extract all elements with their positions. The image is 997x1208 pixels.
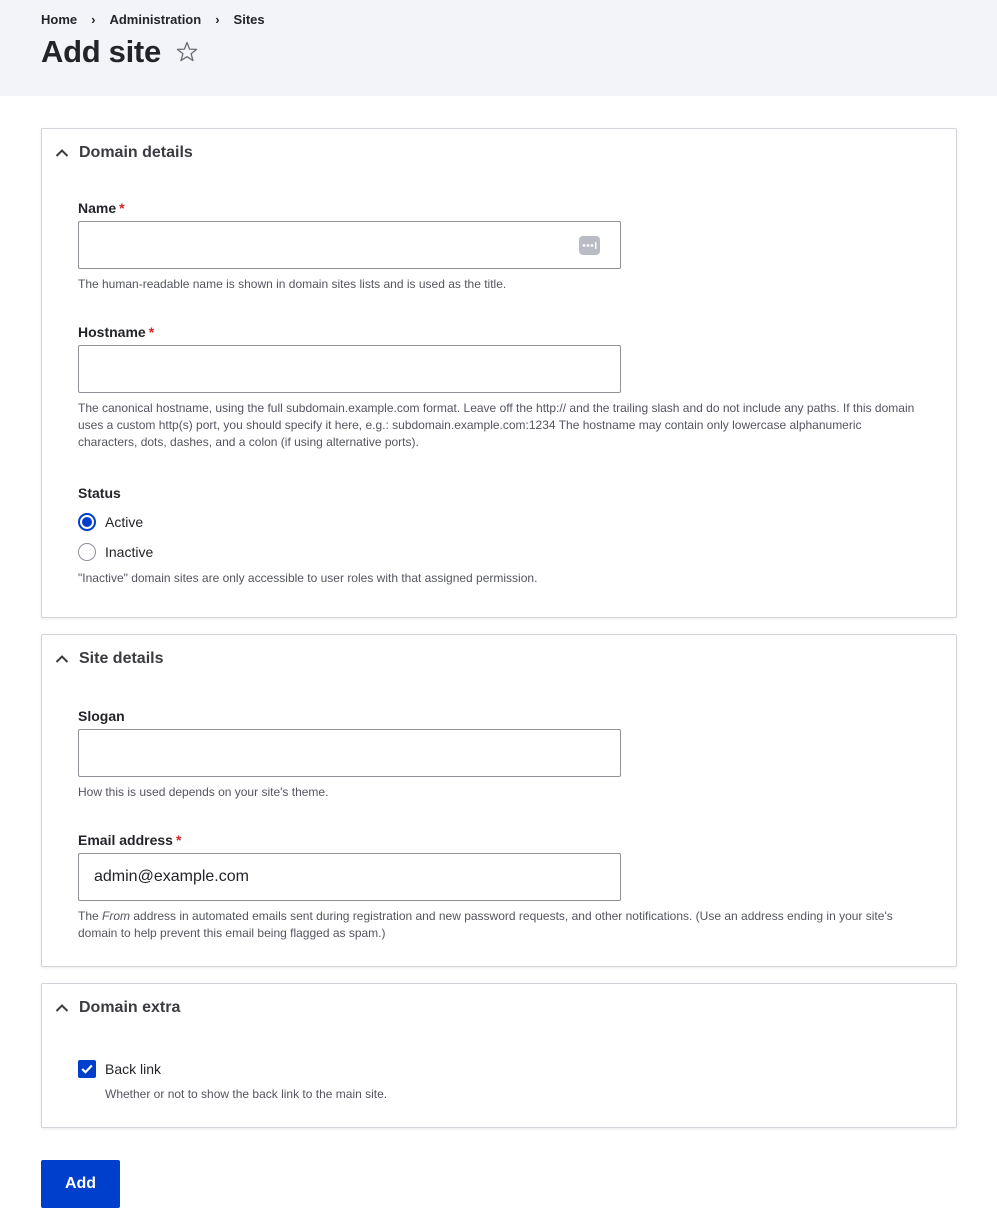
- page-title: Add site: [41, 34, 161, 69]
- email-label: Email address *: [78, 831, 182, 848]
- name-input[interactable]: [78, 221, 621, 269]
- required-marker: *: [175, 831, 182, 848]
- back-link-description: Whether or not to show the back link to the main site.: [105, 1087, 388, 1101]
- slogan-input[interactable]: [78, 729, 621, 777]
- hostname-input[interactable]: [78, 345, 621, 393]
- status-option-inactive[interactable]: Inactive: [78, 537, 920, 567]
- password-manager-icon[interactable]: [579, 236, 600, 255]
- breadcrumb: [41, 11, 956, 27]
- add-button[interactable]: Add: [41, 1160, 120, 1208]
- hostname-description: The canonical hostname, using the full subdomain.example.com format. Leave off the http:// and the trailing slash and do not include any paths. If this domain uses a custom http(s) port, you should specify it here, e.g.: subdomain.example.com:1234 The hostname may contain only lowercase alphanumeric characters, dots, dashes, and a colon (if using alternative ports).: [78, 401, 915, 449]
- main-content: [0, 96, 997, 1208]
- domain-extra-toggle[interactable]: [42, 984, 956, 1032]
- panel-title: Domain details: [79, 144, 193, 161]
- email-input[interactable]: admin@example.com: [78, 853, 621, 901]
- status-label: Status: [78, 484, 121, 501]
- domain-details-toggle[interactable]: [42, 129, 956, 177]
- slogan-label: Slogan: [78, 707, 125, 724]
- radio-inactive[interactable]: [78, 543, 96, 561]
- breadcrumb-separator: ›: [215, 11, 220, 27]
- site-details-panel: [41, 634, 957, 967]
- status-field: [78, 484, 920, 587]
- email-field: [78, 831, 920, 942]
- slogan-description: How this is used depends on your site's theme.: [78, 785, 329, 799]
- add-site-form: [41, 128, 957, 1208]
- title-row: [41, 34, 956, 70]
- panel-title: Domain extra: [79, 999, 181, 1016]
- back-link-label: Back link: [105, 1061, 162, 1077]
- name-label: Name *: [78, 199, 125, 216]
- email-description: The From address in automated emails sent during registration and new password requests, and other notifications. (Use an address ending in your site's domain to help prevent this email being flagged as spam.): [78, 909, 893, 940]
- breadcrumb-administration[interactable]: Administration: [109, 11, 202, 27]
- domain-extra-panel: [41, 983, 957, 1128]
- required-marker: *: [148, 323, 155, 340]
- status-description: "Inactive" domain sites are only accessible to user roles with that assigned permission.: [78, 571, 538, 585]
- page-header: [0, 0, 997, 96]
- hostname-label: Hostname *: [78, 323, 155, 340]
- hostname-field: [78, 323, 920, 451]
- star-icon[interactable]: [175, 40, 199, 64]
- chevron-up-icon: [54, 651, 70, 667]
- chevron-up-icon: [54, 1000, 70, 1016]
- radio-active[interactable]: [78, 513, 96, 531]
- back-link-checkbox[interactable]: [78, 1060, 96, 1078]
- domain-details-panel: [41, 128, 957, 618]
- status-option-active[interactable]: Active: [78, 507, 920, 537]
- name-description: The human-readable name is shown in domain sites lists and is used as the title.: [78, 277, 507, 291]
- name-field: [78, 199, 920, 293]
- slogan-field: [78, 707, 920, 801]
- breadcrumb-separator: ›: [91, 11, 96, 27]
- site-details-toggle[interactable]: [42, 635, 956, 683]
- breadcrumb-sites[interactable]: Sites: [233, 11, 265, 27]
- panel-title: Site details: [79, 650, 164, 667]
- required-marker: *: [119, 199, 125, 216]
- chevron-up-icon: [54, 145, 70, 161]
- back-link-checkbox-row[interactable]: [78, 1054, 920, 1084]
- checkmark-icon: [81, 1064, 93, 1074]
- breadcrumb-home[interactable]: Home: [41, 11, 78, 27]
